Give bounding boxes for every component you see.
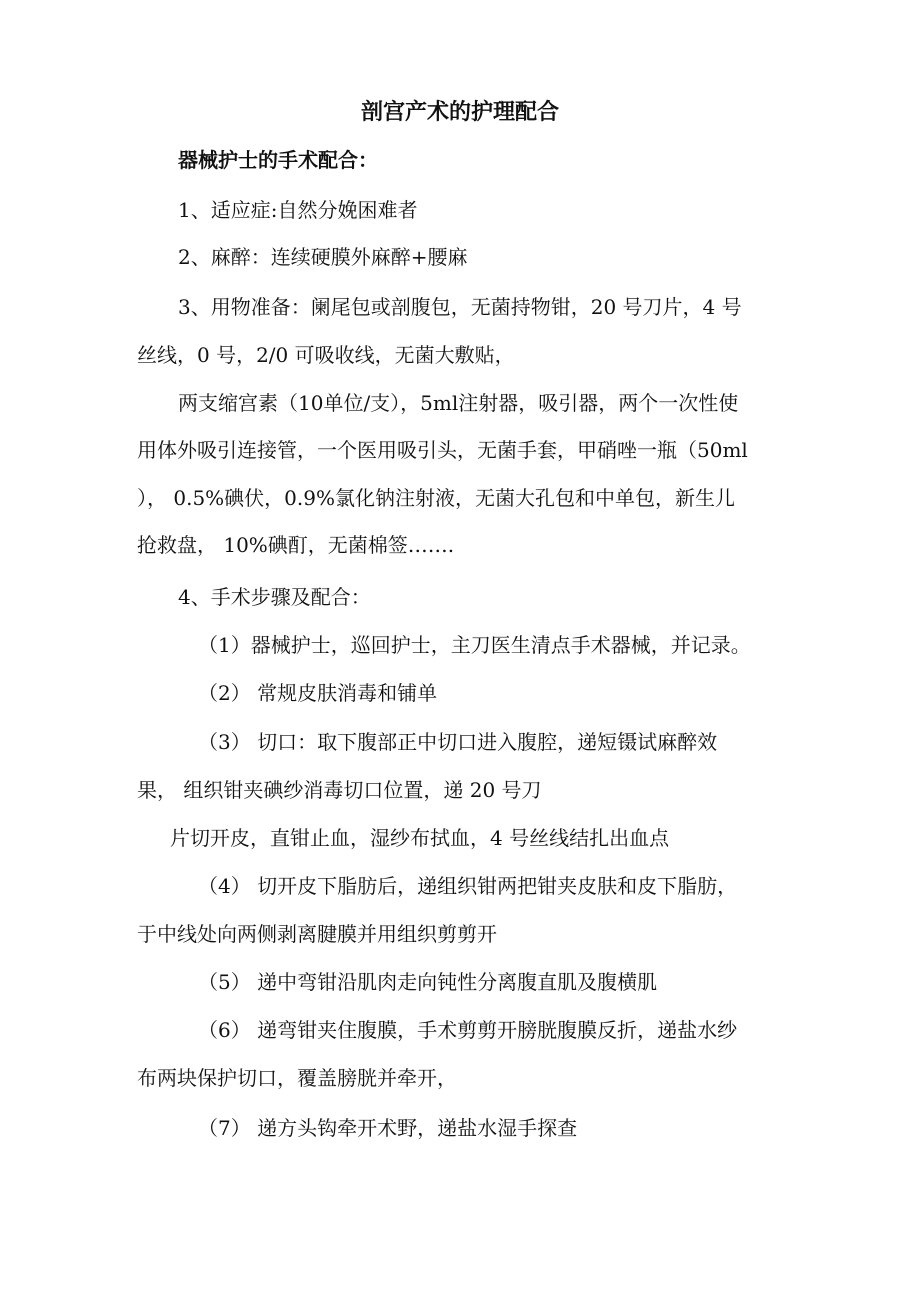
paragraph-line: （4） 切开皮下脂肪后，递组织钳两把钳夹皮肤和皮下脂肪，: [198, 874, 738, 898]
paragraph-line: （3） 切口：取下腹部正中切口进入腹腔，递短镊试麻醉效: [198, 730, 718, 754]
paragraph-line: （2） 常规皮肤消毒和铺单: [198, 681, 438, 705]
paragraph-line: 2、麻醉：连续硬膜外麻醉+腰麻: [178, 245, 468, 269]
paragraph-line: 果， 组织钳夹碘纱消毒切口位置，递 20 号刀: [137, 778, 542, 802]
paragraph-line: 丝线，0 号，2/0 可吸收线，无菌大敷贴，: [137, 343, 515, 367]
paragraph-line: 3、用物准备：阑尾包或剖腹包，无菌持物钳，20 号刀片，4 号: [178, 295, 742, 319]
paragraph-line: （6） 递弯钳夹住腹膜，手术剪剪开膀胱腹膜反折，递盐水纱: [198, 1018, 738, 1042]
paragraph-line: 抢救盘， 10%碘酊，无菌棉签…….: [137, 533, 455, 557]
paragraph-line: 布两块保护切口，覆盖膀胱并牵开，: [137, 1066, 457, 1090]
paragraph-line: 两支缩宫素（10单位/支），5ml注射器，吸引器，两个一次性使: [178, 391, 739, 415]
paragraph-line: 4、手术步骤及配合：: [178, 585, 371, 609]
section-heading: 器械护士的手术配合：: [178, 148, 378, 172]
paragraph-line: （7） 递方头钩牵开术野，递盐水湿手探查: [198, 1116, 578, 1140]
paragraph-line: 用体外吸引连接管，一个医用吸引头，无菌手套，甲硝唑一瓶（50ml: [137, 438, 748, 462]
paragraph-line: （5） 递中弯钳沿肌肉走向钝性分离腹直肌及腹横肌: [198, 970, 658, 994]
document-title: 剖宫产术的护理配合: [360, 99, 559, 125]
paragraph-line: ）， 0.5%碘伏，0.9%氯化钠注射液，无菌大孔包和中单包，新生儿: [137, 486, 735, 510]
paragraph-line: 1、适应症:自然分娩困难者: [178, 198, 418, 222]
paragraph-line: 片切开皮，直钳止血，湿纱布拭血，4 号丝线结扎出血点: [170, 826, 670, 850]
paragraph-line: （1）器械护士，巡回护士，主刀医生清点手术器械，并记录。: [198, 633, 751, 657]
paragraph-line: 于中线处向两侧剥离腱膜并用组织剪剪开: [137, 922, 497, 946]
